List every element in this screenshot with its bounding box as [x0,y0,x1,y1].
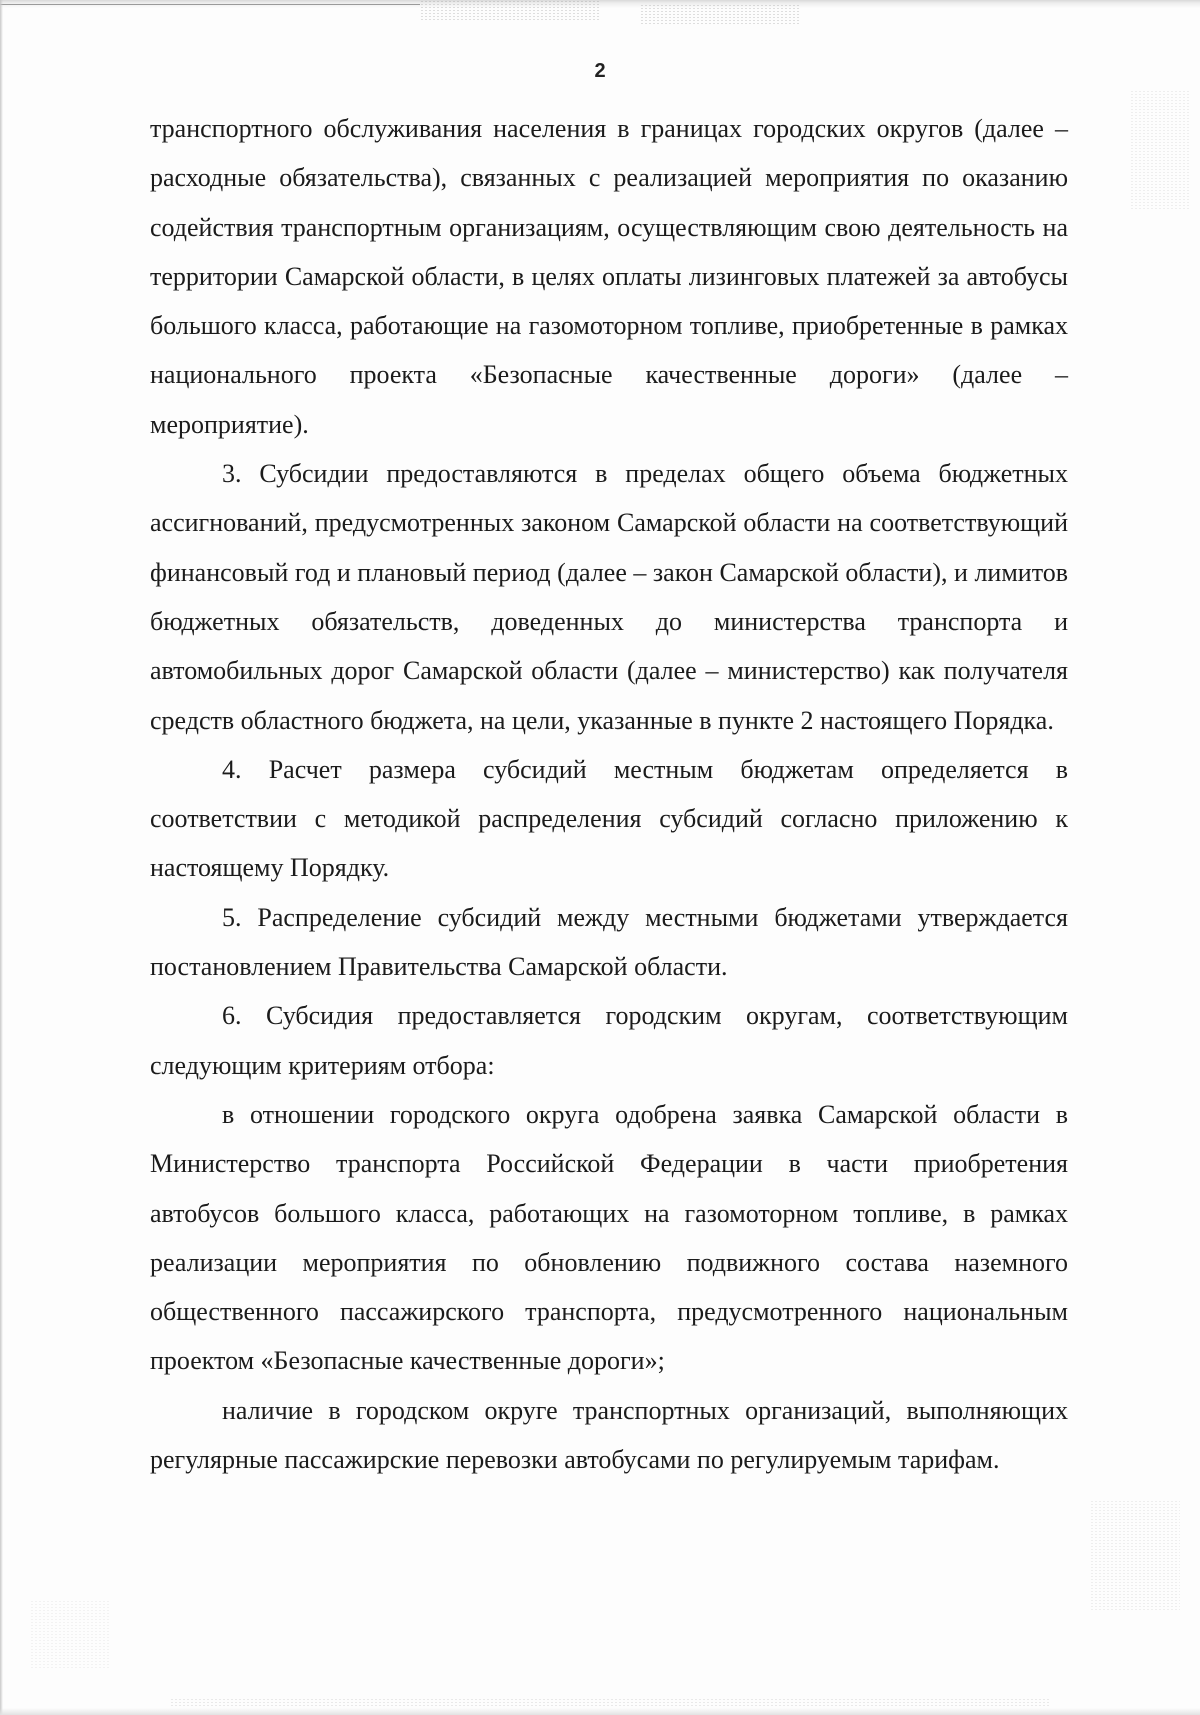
paragraph-transport-obligations: транспортного обслуживания населения в границах городских округов (далее – расходные обязательства), связанных с реализацией мероприятия по оказанию содействия транспортным организациям, осуществляющим свою деятельность на территории Самарской области, в целях оплаты лизинговых платежей за автобусы большого класса, работающие на газомоторном топливе, приобретенные в рамках национального проекта «Безопасные качественные дороги» (далее – мероприятие). [150,114,1068,439]
paragraph-criterion-transport-organizations: наличие в городском округе транспортных организаций, выполняющих регулярные пассажирские перевозки автобусами по регулируемым тарифам. [150,1395,1068,1475]
paragraph-criterion-approved-application: в отношении городского округа одобрена заявка Самарской области в Министерство транспорта Российской Федерации в части приобретения автобусов большого класса, работающих на газомоторном топливе, в рамках реализации мероприятия по обновлению подвижного состава наземного общественного пассажирского транспорта, предусмотренного национальным проектом «Безопасные качественные дороги»; [150,1099,1068,1376]
scan-artifact-right-bottom [1090,1500,1180,1610]
scan-artifact-top-right [640,4,800,24]
scan-edge-bottom [0,1708,1200,1715]
paragraph-clause-5: 5. Распределение субсидий между местными бюджетами утверждается постановлением Правительства Самарской области. [150,902,1068,982]
document-body [150,104,1068,1484]
page-number: 2 [594,60,606,82]
scan-artifact-top [420,0,600,22]
scan-artifact-bottom [170,1698,1050,1708]
paragraph-clause-6: 6. Субсидия предоставляется городским округам, соответствующим следующим критериям отбора: [150,1001,1068,1080]
scan-artifact-line [0,4,420,5]
scan-edge-left [0,0,3,1715]
scan-artifact-left-bottom [30,1600,110,1670]
paragraph-clause-3: 3. Субсидии предоставляются в пределах общего объема бюджетных ассигнований, предусмотренных законом Самарской области на соответствующий финансовый год и плановый период (далее – закон Самарской области), и лимитов бюджетных обязательств, доведенных до министерства транспорта и автомобильных дорог Самарской области (далее – министерство) как получателя средств областного бюджета, на цели, указанные в пункте 2 настоящего Порядка. [150,459,1068,735]
paragraph-clause-4: 4. Расчет размера субсидий местным бюджетам определяется в соответствии с методикой распределения субсидий согласно приложению к настоящему Порядку. [150,754,1068,883]
scan-artifact-right [1130,90,1190,210]
